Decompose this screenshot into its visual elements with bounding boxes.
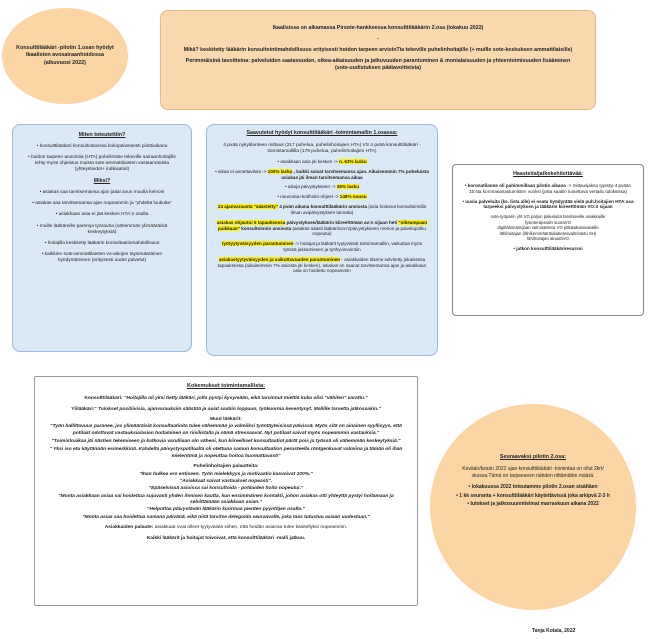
intro-ellipse-text: Konsulttilääkäri -pilotin 1.osan hyödyt Ikaalisten avosairaanhoidossa (alkuvuosi 2022) — [16, 45, 114, 66]
benefits-title: Saavutetut hyödyt konsulttilääkäri -toimintamallin 1.osassa: — [246, 130, 398, 136]
why-item: • muille lääkäreille parempi työrauha (vähemmän ylimääräisiä keskeytyksiä) — [36, 223, 168, 235]
conclusion: Kaikki lääkärit ja hoitajat toivoivat, että konsulttilääkäri -malli jatkuu. — [146, 535, 306, 541]
header-goals: Perimmäisinä tavoitteina: palveluiden saatavuuden, oikea-aikaisuuden ja jatkuvuuden parantuminen & monialaisuuden ja yhteentoimivuuden lisääminen (sote-uudistuksen päätavoitteista) — [185, 57, 571, 71]
next-phase-item: • tulokset ja jatkosuunnitelmat marraskuun aikana 2022 — [467, 501, 599, 508]
next-phase-circle — [430, 404, 636, 610]
how-title: Miten toteutettiin? — [78, 132, 126, 138]
nurses-heading: Puhelinhoitajien palautteita: — [193, 464, 259, 470]
header-box — [160, 10, 596, 110]
why-item: • asiakas saa tarvitsemansa ajan nopeammin ja "yhdeltä luukulta" — [32, 201, 172, 207]
quote-nurses: "Monta asiaa saa hoidettua samana päivänä, eikä niitä tarvitse delegoida seuraavalle, joka taas tutustuu asiaan uudestaan." — [82, 514, 370, 520]
quote-consultant: Konsulttilääkäri: "Hoitajilla oli yksi tietty lääkäri, jolta pystyi kysymään, eikä tarvinnut miettiä kuka olisi "vähiten" varattu." — [84, 396, 368, 402]
why-item: • asiakas saa tarvitsemansa ajan jaitai avun muulla keinoin — [39, 190, 165, 196]
quote-doctors: "Työn hallittavuus paranee, jos ylimääräisiä konsultaatioita tulee vähemmän jo valmiiksi työntäyteisissä päivissä. Myös sitä on ainainen syyllisyys, että potilaat odottavat vastauksia/asian hoitaminen on riisilistalla ja nämä stressaavat. Nyt potilaat saivat myös nopeammin vastauksia." — [50, 424, 402, 436]
services-list: sote-työparin yht.VO paljon palveluita tarvitseville asiakkaille fysioterapeutin suoraVO digi/lähimäin/jaan valmisteleva VO pitkäaikaissairaille lähihoitajan (lähikemmäärä/diabetesvalmistetu SH) lähihoitajan akuuttiVO — [490, 214, 606, 242]
next-phase-item: • 1 kk seuranta + konsulttilääkäri käytettävissä joka arkipvä 2-3 h — [456, 492, 610, 499]
benefit-row: • asiakkaan asia jäi kesken -> n. 63% lasku — [277, 158, 367, 164]
benefit-row: • aikoja päivystykseen -> 35% lasku — [285, 184, 359, 190]
quote-nurses: "Helpottaa päivystävän lääkärin kuormaa pienten pyyntöjen osalta." — [147, 507, 305, 513]
challenges-title: Haasteita/jatkokehitettävää: — [513, 171, 583, 177]
benefit-row: asiakas ohjautui 5 tapauksessa päivystyksen/lääkärin kiireettömän av:n sijaan heti "oikeampaan paikkaan" konsultoinnin ansiosta (asiakas säästi lääkärinvo:n/päivystykseen menon ja palvelupolku nopeutui) — [216, 219, 428, 237]
header-what: Mikä? keskitetty lääkärin konsultointimahdollisuus erityisesti hoidon tarpeen arvioinTia tekeville puhelinhoitajille (+ muille sote-keskuksen ammattilaisille) — [183, 46, 573, 53]
why-item: • hoitajilla keskitetty lääkärin konsultaatiomahdollisuus — [44, 240, 160, 246]
why-item: • kaikkien sote-ammattilaisten vo-aikojen täysimääräinen hyödyntäminen (erityisesti uudet palvelut) — [41, 251, 163, 264]
challenge-item: • koronatilanne oli pahimmillaan pilotin aikana -> mittausjakso typistyi 4 pvään 15:sta koronasairastumisten vuoksi (jotta saatiin luotettava vertailu tuloksissa) — [464, 182, 632, 194]
next-phase-title: Seuraavaksi pilotin 2.osa: — [499, 454, 567, 460]
next-phase-item: • lokakuussa 2022 toteutamme pilotin 2.osan sisältäen — [468, 484, 598, 491]
benefit-row: • aikaa ei annettavissa -> 100% lasku , kaikki saivat tarvitsemansa ajan. Aikaisemmin 7% puheluista asiakas jäi ilman tarvitsemansa aikaa — [215, 168, 429, 180]
benefit-row: asiakastyytyväisyyden ja vaikuttavuuden parantuminen - asiakkaiden tilanne selvitetty jokaisessa tapauksessa (aikaisemmin 7% asioista jäi kesken), asiakas on saanut tarvitsemansa ajan ja asiakkaan asia on hoidettu nopeammin — [217, 256, 427, 274]
quote-nurses: "Ihan hulkea ero entiseen. Työn mielekkyys ja motivaatio kasvoivat 100%." — [139, 471, 313, 477]
quote-chief: Ylilääkäri:" Tulokset positiivisia, ajanvarauksiin säästöä ja asiat saatiin loppuun, työkuorma keventynyt. Mallille tarvetta jatkossakin." — [71, 406, 381, 412]
author-credit: Tanja Kotala, 2022 — [532, 628, 576, 634]
how-why-box — [12, 124, 192, 352]
header-dash: - — [377, 35, 379, 42]
benefits-intro: 4 pvää nykytilanteen mittaus (217 puhelua, puhelinhoitajien HTA) VS 4 pvää konsulttilääkäri -toimintamallilla (179 puhelua, puhelinhoitajien HTA) — [223, 142, 421, 154]
header-title: Ikaalisissa on alkamassa Pirsote-hankkeessa konsulttilääkärin 2.osa (lokakuu 2022) — [272, 25, 484, 31]
benefit-row: työtyytyväisyyden parantuminen -> hoitajat ja lääkärit tyytyväisiä toimintamalliin, vaikuttaa myös työssä jaksamiseen ja työhyvinvointiin — [221, 241, 423, 252]
benefit-row: 24 ajanvarausta "säästetty" 4 pvän aikana konsulttilääkärin ansiosta (asia hoitunut konsultoinnilla ilman avipäivystyksen tarvetta) — [217, 204, 427, 215]
quote-nurses: "Monta asiakkaan asiaa sai hoidettua sujuvasti yhden ihmisen kautta, kun ensimmäinen kontakti, johon asiakas otti yhteyttä pystyi hoitamaan ja selvittämään asiakkaan asian." — [58, 493, 394, 506]
benefits-box — [206, 124, 438, 356]
why-item: • asiakkaan asia ei jää kesken HTA:n osalta — [55, 212, 149, 218]
client-feedback: Asiakkaiden palaute: asiakkaat ovat olleet tyytyväisiä siihen, että heidän asiansa tulee käsitellyksi nopeammin. — [104, 525, 348, 531]
challenge-item: • uusia palveluita (ks. lista alle) ei osata hyödyntää vielä puh.hoitajien HTA:ssa tarpeeksi päivystyksen ja lääkärin kiireettömän VO:n sijaan — [462, 198, 634, 210]
experiences-title: Kokemukset toimintamallista: — [187, 383, 265, 389]
quote-nurses: "Epäselvissä asioissa sai konsultoida - potilaiden hoito nopeutui." — [148, 486, 304, 492]
quote-doctors: "Toimistoaikaa jäi nästien tekemiseen ja katkovia varulliaan olo väheni, kun kiireelliset konsultaatiot pärät pois ja työssä oli vähemmän keskeytyksiä." — [51, 439, 401, 445]
challenges-box — [452, 164, 644, 316]
how-item: • hoidon tarpeen arviointia (HTA) puhelimitse tekeville sairaanhoitajille tehty myös ohjeistus muista sote-ammattilaisten vastaanotoista (yhteystiedot+ indikaatiot) — [28, 155, 176, 173]
how-item: • konsulttilääkäri konsultoitavissa kokopäiväisesti pilottiaikana — [36, 143, 168, 149]
challenge-item: • jatkon konsulttilääkäriresurssi — [513, 245, 583, 251]
intro-ellipse — [2, 8, 128, 104]
benefit-row: • neuvonta+kotihoito-ohjeet -> 148% nousu — [277, 194, 367, 200]
why-title: Miksi? — [93, 178, 111, 185]
next-phase-text: Kevään/kesän 2022 ajan konsulttilääkäri -toimintaa on ollut 2krt/ vkossa.Tämä on tarpeeseen nähden riittämätön määrä. — [462, 466, 604, 479]
experiences-box — [34, 376, 418, 606]
quote-nurses: "Asiakkaat saivat vastaukset nopeasti". — [179, 478, 273, 484]
doctors-heading: Muut lääkärit: — [210, 416, 242, 422]
quote-doctors: " Yksi iso etu käytännön esimerkkinä. Kahdelta päivystyspotilaalta oli otettuna samun konsultaation perusteella röntgenkuvat valmiina ja tämän oli ihan mielentönä ja nopeuttaa hoitoa huomattavasti" — [49, 447, 403, 459]
